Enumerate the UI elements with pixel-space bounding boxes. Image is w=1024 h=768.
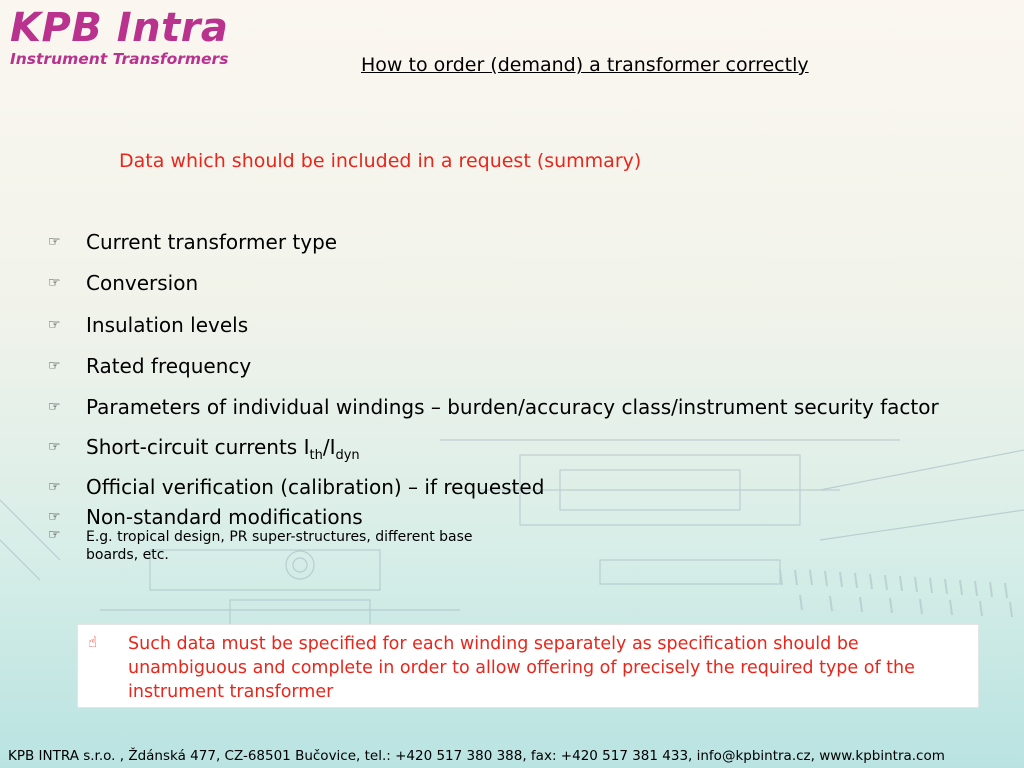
pointing-hand-icon: ☞ — [48, 527, 61, 543]
list-item — [48, 271, 198, 295]
logo-name: KPB Intra — [10, 5, 229, 51]
list-item — [48, 230, 337, 254]
note-box — [77, 624, 979, 708]
slash-i: /I — [322, 435, 336, 459]
list-item-text: Parameters of individual windings – burden/accuracy class/instrument security factor — [86, 395, 939, 419]
list-item — [48, 475, 544, 499]
logo-tagline: Instrument Transformers — [10, 50, 229, 68]
list-item-text: Official verification (calibration) – if requested — [86, 475, 545, 499]
list-item — [48, 313, 248, 337]
hand-icon: ☝ — [88, 633, 98, 651]
pointing-hand-icon: ☞ — [48, 509, 61, 525]
company-logo — [10, 6, 228, 68]
list-item-text: E.g. tropical design, PR super-structures, different base boards, etc. — [86, 529, 473, 563]
list-item-text: Conversion — [86, 271, 199, 295]
list-item — [48, 354, 251, 378]
pointing-hand-icon: ☞ — [48, 234, 61, 250]
subscript-th: th — [309, 448, 323, 463]
pointing-hand-icon: ☞ — [48, 399, 61, 415]
list-item-text — [86, 435, 360, 468]
footer-contact: KPB INTRA s.r.o. , Ždánská 477, CZ-68501 Bučovice, tel.: +420 517 380 388, fax: +420 517 381 433, info@kpbintra.cz, www.kpbintra.com — [8, 748, 945, 764]
pointing-hand-icon: ☞ — [48, 479, 61, 495]
list-item-text: Insulation levels — [86, 313, 249, 337]
list-item-text: Current transformer type — [86, 230, 338, 254]
note-text: Such data must be specified for each winding separately as specification should be unambiguous and complete in order to allow offering of precisely the required type of the instrument transformer — [128, 634, 915, 702]
subscript-dyn: dyn — [335, 448, 360, 463]
list-item — [48, 528, 526, 564]
pointing-hand-icon: ☞ — [48, 275, 61, 291]
list-item — [48, 505, 363, 529]
pointing-hand-icon: ☞ — [48, 317, 61, 333]
list-item — [48, 395, 939, 419]
list-item-text: Non-standard modifications — [86, 505, 363, 529]
page-title: How to order (demand) a transformer correctly — [361, 54, 809, 76]
list-item-text: Rated frequency — [86, 354, 252, 378]
pointing-hand-icon: ☞ — [48, 358, 61, 374]
pointing-hand-icon: ☞ — [48, 439, 61, 455]
section-subtitle: Data which should be included in a request (summary) — [119, 150, 642, 172]
list-item — [48, 435, 360, 468]
short-circuit-label: Short-circuit currents I — [86, 435, 310, 459]
